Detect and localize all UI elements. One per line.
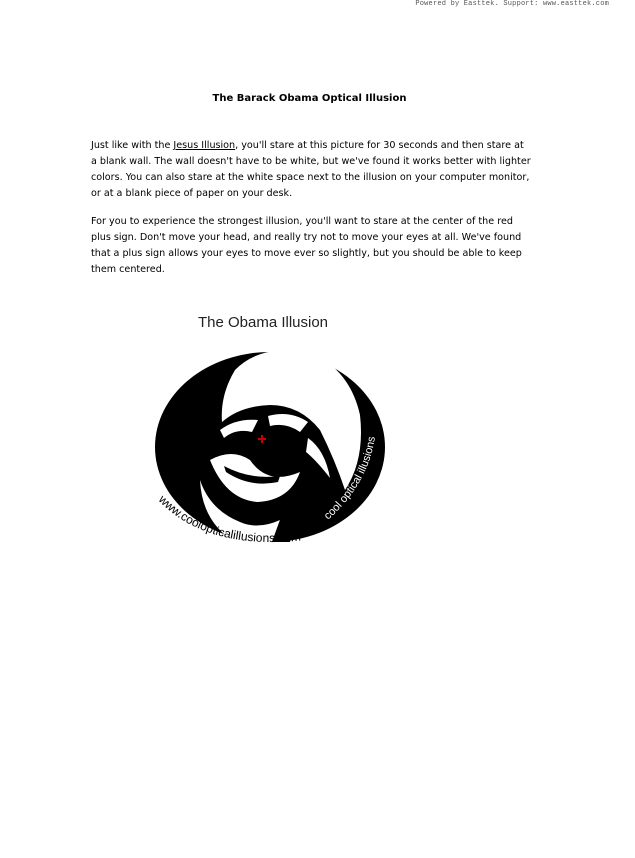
watermark-right: cool optical illusions [321, 435, 378, 523]
figure-caption: The Obama Illusion [197, 314, 329, 331]
jesus-illusion-link[interactable]: Jesus Illusion [173, 140, 236, 151]
powered-by-footer: Powered by Easttek. Support: www.easttek.com [415, 0, 609, 8]
illusion-graphic [140, 310, 400, 560]
paragraph-text: Just like with the [91, 140, 174, 151]
obama-illusion-image [140, 310, 400, 560]
watermark-left: www.coolopticalillusions.com [155, 492, 302, 546]
page-title: The Barack Obama Optical Illusion [212, 93, 407, 104]
paragraph-text: , you'll stare at this picture for 30 seconds and then stare at a blank wall. The wall doesn't have to be white, but we've found it works better with lighter colors. You can also stare at the white space next to the illusion on your computer monitor, or at a blank piece of paper on your desk. [91, 140, 531, 199]
instructions-paragraph: For you to experience the strongest illusion, you'll want to stare at the center of the red plus sign. Don't move your head, and really try not to move your eyes at all. We've found that a plus sign allows your eyes to move ever so slightly, but you should be able to keep them centered. [91, 216, 522, 275]
intro-paragraph [91, 138, 531, 202]
